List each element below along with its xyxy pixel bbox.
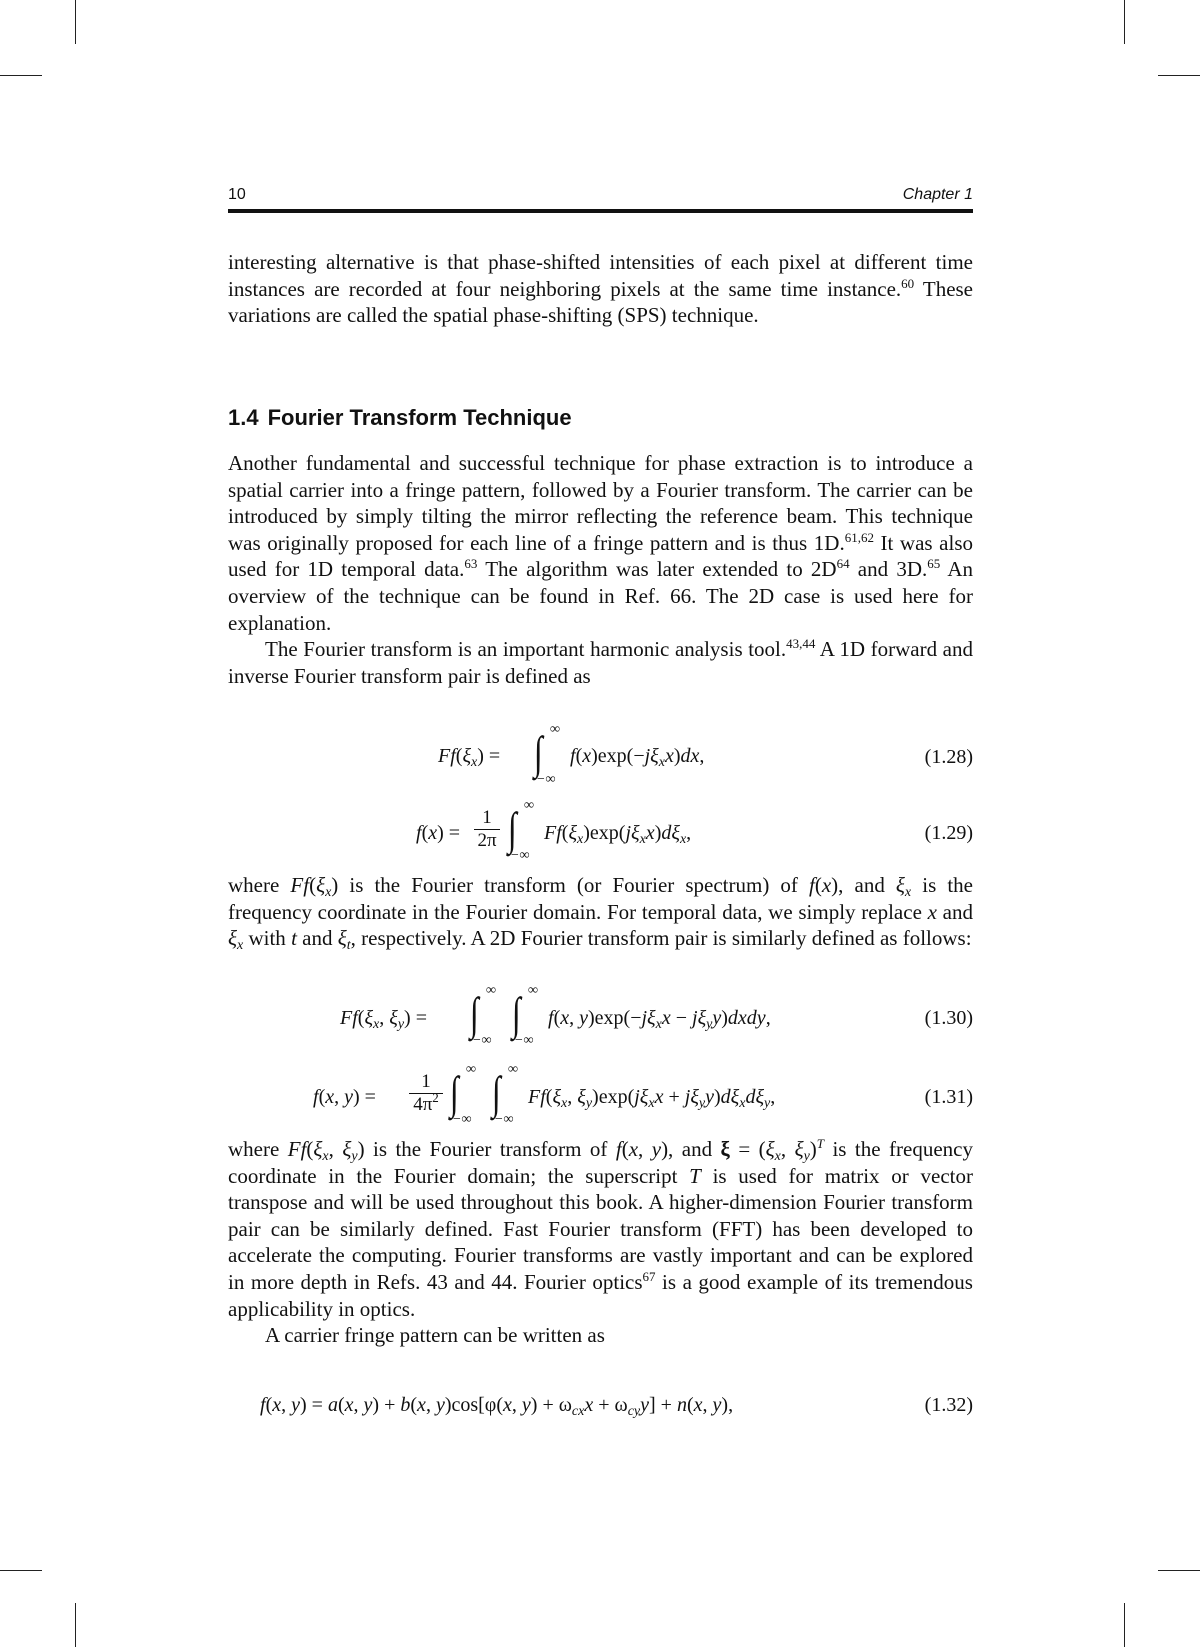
running-head (228, 184, 973, 208)
equation-label: (1.28) (924, 746, 973, 768)
equation-label: (1.32) (924, 1394, 973, 1416)
crop-mark (1158, 75, 1200, 76)
paragraph-intro: Another fundamental and successful technique for phase extraction is to introduce a spatial carrier into a fringe pattern, followed by a Fourier transform. The carrier can be introduced by simply tilting the mirror reflecting the reference beam. This technique was originally proposed for each line of a fringe pattern and is thus 1D.$^{61,62}$ It was also used for 1D temporal data.$^{63}$ The algorithm was later extended to $2D^{64}$ and 3D.$^{65}$ An overview of the technique can be found in Ref. 66. The 2D case is used here for explanation. The Fourier transform is an important harmonic analysis tool.$^{43,44}$ A 1D forward and inverse Fourier transform pair is defined as (228, 451, 973, 688)
equation-label: (1.29) (924, 822, 973, 844)
crop-mark (1158, 1570, 1200, 1571)
section-number: 1.4 (228, 405, 259, 430)
equation-1-28: $Ff(\xi_x)$ = ∫ ∞ −∞ $f(x)\exp(-j\xi_xx)dx$, (1.28) (438, 722, 973, 787)
header-rule (228, 209, 973, 213)
paragraph-definition-2d: where $Ff(\xi_x$, $\xi_y$) is the Fourier transform of f(x, y), and $\xi = (\xi_x$, $\xi_y)^T$ is the frequency coordinate in the Fourier domain; the superscript T is used for matrix or vector transpose and will be used throughout this book. A higher-dimension Fourier transform pair can be similarly defined. Fast Fourier transform (FFT) has been developed to accelerate the computing. Fourier transforms are vastly important and can be explored in more depth in Refs. 43 and 44. Fourier optics$^{67}$ is a good example of its tremendous applicability in optics. A carrier fringe pattern can be written as (228, 1136, 973, 1348)
chapter-label: Chapter 1 (902, 186, 973, 203)
page-number: 10 (228, 186, 246, 203)
paragraph-definition-1d: where $Ff(\xi_x)$ is the Fourier transform (or Fourier spectrum) of f(x), and $\xi_x$ is the frequency coordinate in the Fourier domain. For temporal data, we simply replace x and $\xi_x$ with t and $\xi_t$, respectively. A 2D Fourier transform pair is similarly defined as follows: (228, 873, 973, 954)
section-title: Fourier Transform Technique (267, 405, 572, 430)
crop-mark (0, 75, 42, 76)
equation-1-32: f(x, y) = a(x, y) + b(x, y)cos[φ(x, $y) + \omega_{cx}x + \omega_{cy}y] + n(x$, y), (1.32) (260, 1394, 973, 1419)
crop-mark (75, 1603, 76, 1647)
crop-mark (1124, 0, 1125, 44)
crop-mark (0, 1570, 42, 1571)
crop-mark (75, 0, 76, 44)
equation-1-30: $Ff(\xi_x$, $\xi_y$) = ∫ ∞ −∞ ∫ ∞ −∞ f(x, $y)\exp(-j\xi_xx$ − $j\xi_yy)dxdy$, (1.30) (340, 983, 973, 1048)
crop-mark (1124, 1603, 1125, 1647)
equation-1-31: f(x, y) = 1 $4\pi^2$ ∫ ∞ −∞ ∫ ∞ −∞ $Ff(\xi_x$, $\xi_y)\exp(j\xi_xx + j\xi_yy)d\xi_xd\xi_y$, (1.31) (313, 1062, 973, 1127)
equation-label: (1.30) (924, 1007, 973, 1029)
equation-label: (1.31) (924, 1086, 973, 1108)
section-heading (228, 405, 973, 431)
paragraph-sps: interesting alternative is that phase-shifted intensities of each pixel at different time instances are recorded at four neighboring pixels at the same time instance.$^{60}$ These variations are called the spatial phase-shifting (SPS) technique. (228, 250, 974, 328)
equation-1-29: f(x) = 1 2π ∫ ∞ −∞ $Ff(\xi_x)\exp(j\xi_xx)d\xi_x$, (1.29) (416, 798, 973, 863)
